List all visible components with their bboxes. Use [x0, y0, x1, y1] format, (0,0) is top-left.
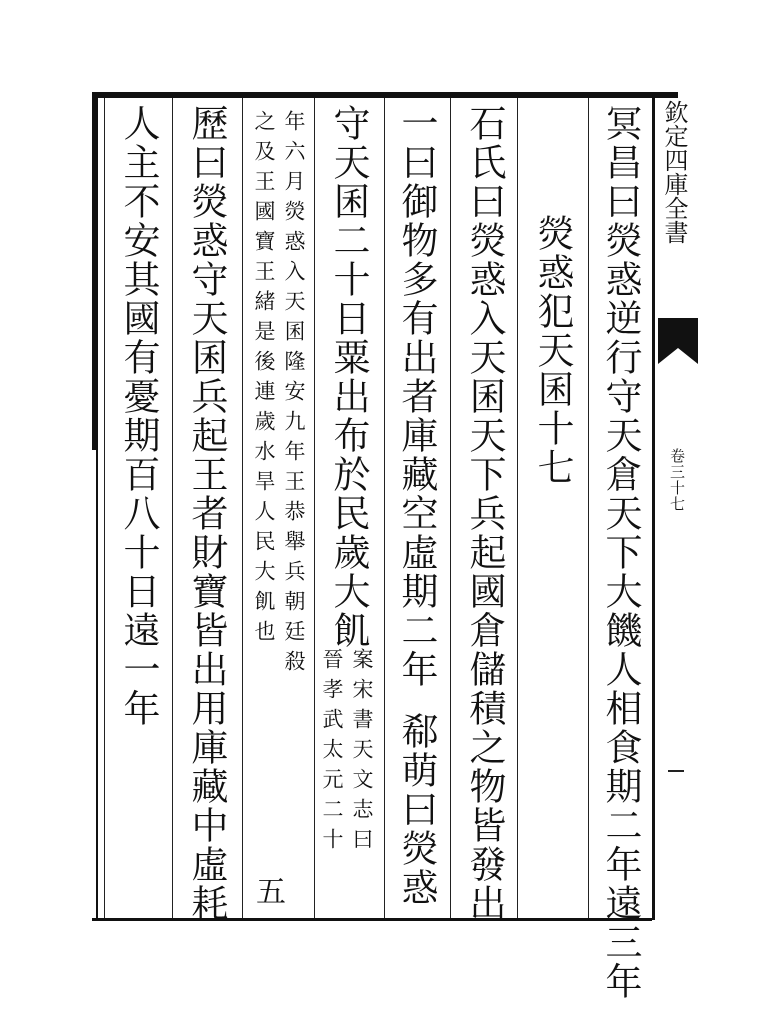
frame-right-rule — [652, 92, 655, 920]
text-column: 歷曰熒惑守天囷兵起王者財寶皆出用庫藏中虛耗 — [185, 104, 228, 923]
column-divider — [450, 98, 451, 918]
frame-bottom-rule — [92, 918, 652, 921]
text-column-heading: 熒惑犯天囷十七 — [531, 214, 574, 487]
margin-chapter-number: 卷三十七 — [668, 448, 686, 512]
frame-left-rule — [92, 92, 98, 450]
text-column: 石氏曰熒惑入天囷天下兵起國倉儲積之物皆發出 — [463, 104, 506, 923]
text-column-continuation: 郗萌曰熒惑 — [395, 712, 438, 907]
annotation-line: 之及王國寶王緒是後連歲水旱人民大飢也 — [252, 110, 276, 650]
text-column: 一曰御物多有出者庫藏空虛期二年 — [395, 104, 438, 689]
annotation-line: 晉孝武太元二十 — [320, 648, 344, 858]
column-divider — [517, 98, 518, 918]
frame-top-rule — [92, 92, 678, 98]
column-divider — [172, 98, 173, 918]
column-divider — [588, 98, 589, 918]
fish-tail-mark-icon — [658, 318, 698, 364]
text-column: 守天囷二十日粟出布於民歲大飢 — [327, 104, 370, 650]
column-divider — [314, 98, 315, 918]
column-divider — [104, 98, 105, 918]
annotation-line: 年六月熒惑入天囷隆安九年王恭舉兵朝廷殺 — [282, 110, 306, 680]
column-divider — [384, 98, 385, 918]
column-divider — [242, 98, 243, 918]
margin-tick — [668, 770, 684, 772]
frame-left-rule-lower — [96, 450, 98, 920]
annotation-line: 案宋書天文志曰 — [350, 648, 374, 858]
text-column: 冥昌曰熒惑逆行守天倉天下大饑人相食期二年遠三年 — [599, 104, 642, 1001]
text-column: 人主不安其國有憂期百八十日遠一年 — [117, 104, 160, 728]
page-number: 五 — [256, 875, 286, 910]
margin-book-title: 欽定四庫全書 — [660, 100, 688, 244]
